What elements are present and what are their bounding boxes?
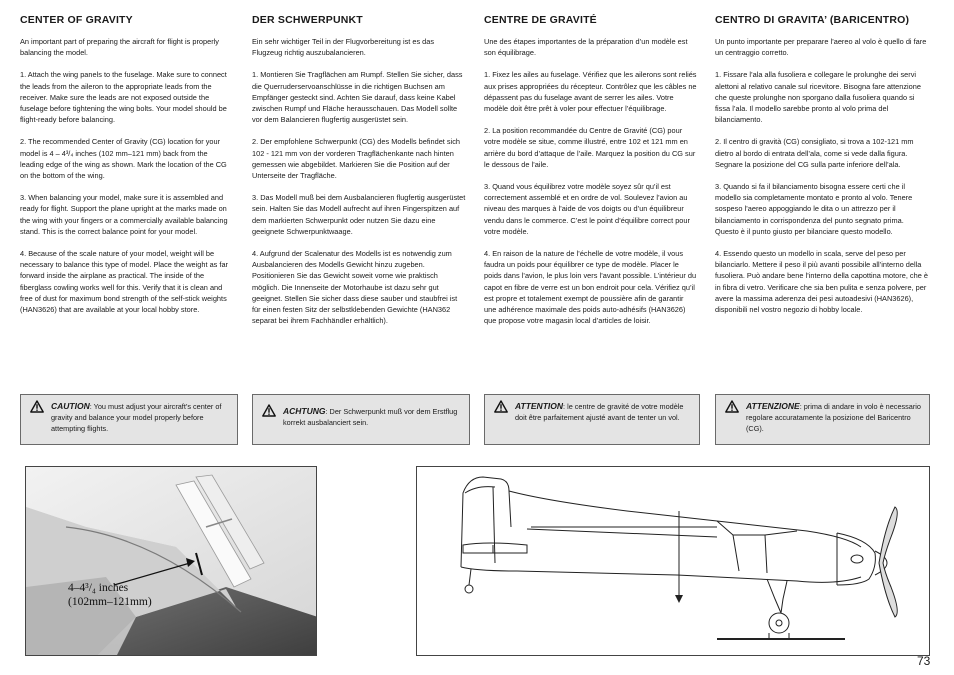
cg-distance-mm: (102mm–121mm) xyxy=(68,596,152,608)
caution-box-english xyxy=(20,394,238,445)
warning-triangle-icon xyxy=(262,404,276,417)
cg-distance-inches: 4–4³/₄ inches xyxy=(68,582,129,594)
cg-distance-label xyxy=(68,581,152,609)
step-3-paragraph: 3. Quando si fa il bilanciamento bisogna essere certi che il modello sia completamente montato e pronto al volo. Tenere sospeso l’aereo appoggiando le dita o un attrezzo per il bilanciamento in corrispondenza del punto segnato prima. Questo è il punto giusto per bilanciare questo modello. xyxy=(715,182,913,236)
caution-text: : le centre de gravité de votre modèle doit être parfaitement ajusté avant de tenter un vol. xyxy=(515,402,684,422)
step-3-paragraph: 3. Quand vous équilibrez votre modèle soyez sûr qu’il est correctement assemblé et en ordre de vol. Soulevez l’avion au niveau des marques à l’aide de vos doigts ou d’un équilibreur vendu dans le commerce. C’est le point d’équilibre correct pour votre modèle. xyxy=(484,182,690,236)
warning-triangle-icon xyxy=(30,400,44,413)
column-body xyxy=(20,36,233,315)
column-title: DER SCHWERPUNKT xyxy=(252,14,363,26)
caution-keyword: CAUTION xyxy=(51,401,90,411)
step-4-paragraph: 4. En raison de la nature de l’échelle de votre modèle, il vous faudra un poids pour équilibrer ce type de modèle. Placer le poids dans l’avion, le plus loin vers l’avant possible. L’intérieur du capot en fibre de verre est un bon endroit pour cela. Vérifiez qu’il est propre et totalement exempt de poussière afin de garantir une adhérence maximale des poids auto-adhésifs (HAN3626) que propose votre magasin local d’articles de loisir. xyxy=(484,249,697,326)
wing-measurement-photo xyxy=(25,466,317,656)
caution-keyword: ATTENTION xyxy=(515,401,564,411)
caution-text: : Der Schwerpunkt muß vor dem Erstflug korrekt ausbalanciert sein. xyxy=(283,407,458,427)
column-title: CENTER OF GRAVITY xyxy=(20,14,133,26)
step-1-paragraph: 1. Attach the wing panels to the fuselage. Make sure to connect the leads from the aileron to the appropriate leads from the receiver. Make sure the leads are not exposed outside the fuselage before tightening the wing bolts. Your model should be flight-ready before balancing. xyxy=(20,70,227,125)
caution-text: : prima di andare in volo è necessario regolare accuratamente la posizione del Baricentro (CG). xyxy=(746,402,921,433)
caution-box-german xyxy=(252,394,470,445)
column-body xyxy=(715,36,928,315)
step-1-paragraph: 1. Fissare l’ala alla fusoliera e collegare le prolunghe dei servi alettoni al relativo canale sul ricevitore. Bisogna fare attenzione che queste prolunghe non sporgano dalla fusoliera quando si fissa l’ala. Il modello sarebbe pronto al volo prima del bilanciamento. xyxy=(715,70,921,125)
step-1-paragraph: 1. Montieren Sie Tragflächen am Rumpf. Stellen Sie sicher, dass die Querruderservoanschlüsse in die richtigen Buchsen am Empfänger gesteckt sind. Achten Sie darauf, dass keine Kabel zwischen Rumpf und Fläche herausschauen. Das Modell sollte vor dem Balancieren flugfertig ausgerüstet sein. xyxy=(252,70,463,125)
step-4-paragraph: 4. Essendo questo un modello in scala, serve del peso per bilanciarlo. Mettere il peso il più avanti possibile all’interno della fusoliera. Può andare bene l’interno della capottina motore, che è in fibra di vetro. Verificare che sia ben pulita e senza polvere, per avere la massima aderenza dei pesi autoadesivi (HAN3626), disponibili nel vostro negozio di hobby locale. xyxy=(715,249,928,315)
intro-paragraph: Une des étapes importantes de la préparation d’un modèle est son équilibrage. xyxy=(484,37,688,58)
caution-box-italian xyxy=(715,394,930,445)
warning-triangle-icon xyxy=(494,400,508,413)
intro-paragraph: Ein sehr wichtiger Teil in der Flugvorbereitung ist es das Flugzeug richtig auszubalancieren. xyxy=(252,37,435,58)
caution-box-french xyxy=(484,394,700,445)
caution-keyword: ATTENZIONE xyxy=(746,401,800,411)
page-number: 73 xyxy=(917,654,931,668)
column-title: CENTRO DI GRAVITA’ (BARICENTRO) xyxy=(715,14,910,26)
column-german xyxy=(252,14,472,337)
intro-paragraph: Un punto importante per preparare l’aereo al volo è quello di fare un centraggio corretto. xyxy=(715,37,927,58)
column-body xyxy=(252,36,465,326)
aircraft-side-view-diagram xyxy=(416,466,930,656)
column-english xyxy=(20,14,240,326)
caution-text: : You must adjust your aircraft’s center of gravity and balance your model properly before attempting flights. xyxy=(51,402,222,433)
column-body xyxy=(484,36,697,326)
wing-underside-illustration xyxy=(26,467,317,656)
step-2-paragraph: 2. La position recommandée du Centre de Gravité (CG) pour votre modèle se situe, comme illustré, entre 102 et 121 mm en arrière du bord d’attaque de l’aile. Marquez la position du CG sur le dessous de l’aile. xyxy=(484,126,696,169)
step-4-paragraph: 4. Because of the scale nature of your model, weight will be necessary to balance this type of model. Place the weight as far forward inside the airplane as practical. The inside of the fiberglass cowling works well for this. Verify that it is clean and free of dust for maximum bond strength of the self-stick weights (HAN3626) that are available at your local hobby store. xyxy=(20,249,229,315)
step-3-paragraph: 3. Das Modell muß bei dem Ausbalancieren flugfertig ausgerüstet sein. Halten Sie das Modell aufrecht auf ihren Fingerspitzen auf dem markierten Schwerpunkt oder nutzen Sie dazu eine geeignete Schwerpunktwaage. xyxy=(252,193,466,236)
step-2-paragraph: 2. Der empfohlene Schwerpunkt (CG) des Modells befindet sich 102 - 121 mm von der vorderen Tragflächenkante nach hinten gemessen wie abgebildet. Markieren Sie die Position auf der Unterseite der Tragfläche. xyxy=(252,137,460,181)
column-italian xyxy=(715,14,935,326)
aircraft-side-view-illustration xyxy=(417,467,931,657)
intro-paragraph: An important part of preparing the aircraft for flight is properly balancing the model. xyxy=(20,37,219,58)
column-french xyxy=(484,14,704,337)
column-title: CENTRE DE GRAVITÉ xyxy=(484,14,597,26)
step-2-paragraph: 2. The recommended Center of Gravity (CG) location for your model is 4 – 4³/₄ inches (102 mm–121 mm) back from the leading edge of the wing as shown. Mark the location of the CG on the bottom of the wing. xyxy=(20,137,227,181)
caution-keyword: ACHTUNG xyxy=(283,406,326,416)
step-3-paragraph: 3. When balancing your model, make sure it is assembled and ready for flight. Support the plane upright at the marks made on the wing with your fingers or a commercially available balancing stand. This is the correct balance point for your model. xyxy=(20,193,228,236)
step-1-paragraph: 1. Fixez les ailes au fuselage. Vérifiez que les ailerons sont reliés aux prises appropriées du récepteur. Contrôlez que les câbles ne dépassent pas du fuselage avant de serrer les ailes. Votre modèle doit être prêt à voler pour effectuer l’équilibrage. xyxy=(484,70,697,114)
warning-triangle-icon xyxy=(725,400,739,413)
step-4-paragraph: 4. Aufgrund der Scalenatur des Modells ist es notwendig zum Ausbalancieren des Modells Gewicht hinzu zugeben. Positionieren Sie das Gewicht soweit vorne wie praktisch möglich. Die Innenseite der Motorhaube ist dazu sehr gut geeignet. Stellen Sie sicher dass diese sauber und staubfrei ist für einen festen Sitz der selbstklebenden Gewichte (HAN362 separat bei ihrem Fachhändler erhältlich). xyxy=(252,249,458,326)
step-2-paragraph: 2. Il centro di gravità (CG) consigliato, si trova a 102-121 mm dietro al bordo di entrata dell’ala, come si vede dalla figura. Segnare la posizione del CG sulla parte inferiore dell’ala. xyxy=(715,137,914,169)
